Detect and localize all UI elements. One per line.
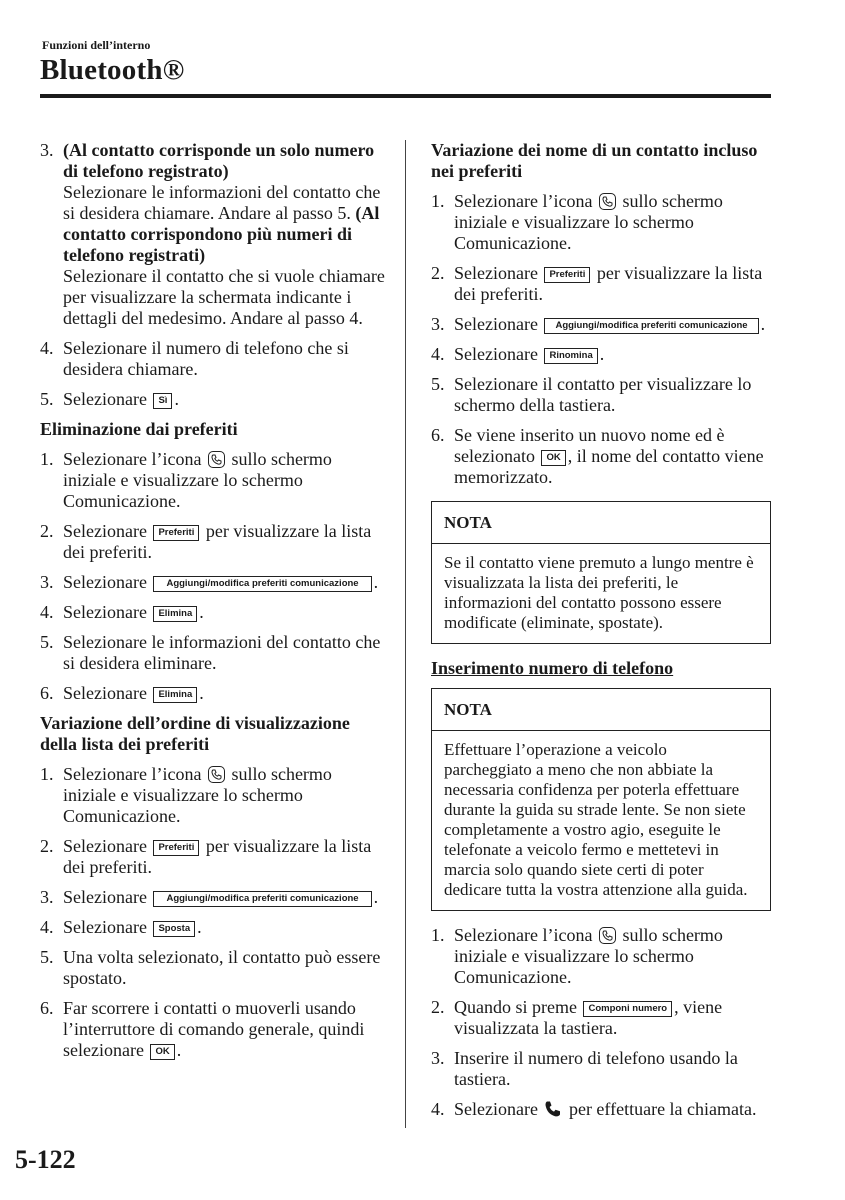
elim-step-6: 6. Selezionare Elimina .: [40, 683, 204, 703]
aggiungi-modifica-button: Aggiungi/modifica preferiti comunicazione: [153, 576, 371, 592]
rename-step-4: 4. Selezionare Rinomina .: [431, 344, 605, 364]
communication-icon: [208, 766, 225, 783]
phone-icon: [544, 1100, 562, 1118]
preferiti-button: Preferiti: [153, 840, 199, 856]
page-title: Bluetooth®: [40, 54, 185, 86]
step-text-bold: (Al contatto corrispondono più numeri di telefono registrati): [63, 203, 380, 265]
insert-step-2: 2. Quando si preme Componi numero , viene visualizzata la tastiera.: [431, 997, 723, 1038]
communication-icon: [599, 193, 616, 210]
aggiungi-modifica-button: Aggiungi/modifica preferiti comunicazione: [153, 891, 371, 907]
order-step-3: 3. Selezionare Aggiungi/modifica preferiti comunicazione .: [40, 887, 379, 907]
rename-step-5: 5. Selezionare il contatto per visualizzare lo schermo della tastiera.: [431, 374, 752, 415]
section-label: Funzioni dell’interno: [42, 38, 151, 52]
heading-inserimento: Inserimento numero di telefono: [431, 658, 674, 678]
order-step-5: 5. Una volta selezionato, il contatto può essere spostato.: [40, 947, 381, 988]
page-number: 5-122: [15, 1145, 76, 1174]
order-step-6: 6. Far scorrere i contatti o muoverli usando l’interruttore di comando generale, quindi selezionare OK .: [40, 998, 365, 1060]
elim-step-2: 2. Selezionare Preferiti per visualizzare la lista dei preferiti.: [40, 521, 372, 562]
right-column: [431, 140, 771, 1129]
insert-step-4: 4. Selezionare per effettuare la chiamata.: [431, 1099, 757, 1119]
step-4-call: 4. Selezionare il numero di telefono che si desidera chiamare.: [40, 338, 349, 379]
rename-step-2: 2. Selezionare Preferiti per visualizzare la lista dei preferiti.: [431, 263, 763, 304]
elim-step-4: 4. Selezionare Elimina .: [40, 602, 204, 622]
note-title: NOTA: [432, 502, 770, 544]
rename-step-3: 3. Selezionare Aggiungi/modifica preferiti comunicazione .: [431, 314, 766, 334]
aggiungi-modifica-button: Aggiungi/modifica preferiti comunicazione: [544, 318, 758, 334]
order-step-1: 1. Selezionare l’icona sullo schermo iniziale e visualizzare lo schermo Comunicazione.: [40, 764, 332, 826]
heading-rinomina: Variazione dei nome di un contatto incluso nei preferiti: [431, 140, 758, 181]
step-text: Selezionare le informazioni del contatto che si desidera chiamare. Andare al passo 5.: [63, 182, 381, 223]
step-3-call: [40, 140, 385, 329]
elim-step-5: 5. Selezionare le informazioni del contatto che si desidera eliminare.: [40, 632, 381, 673]
insert-step-1: 1. Selezionare l’icona sullo schermo iniziale e visualizzare lo schermo Comunicazione.: [431, 925, 723, 987]
elimina-button: Elimina: [153, 687, 197, 703]
rinomina-button: Rinomina: [544, 348, 597, 364]
si-button: Sì: [153, 393, 172, 409]
insert-step-3: 3. Inserire il numero di telefono usando la tastiera.: [431, 1048, 738, 1089]
note-title: NOTA: [432, 689, 770, 731]
heading-eliminazione: Eliminazione dai preferiti: [40, 419, 238, 439]
rename-step-6: 6. Se viene inserito un nuovo nome ed è selezionato OK , il nome del contatto viene memorizzato.: [431, 425, 764, 487]
note-box-safety: [431, 688, 771, 911]
order-step-2: 2. Selezionare Preferiti per visualizzare la lista dei preferiti.: [40, 836, 372, 877]
communication-icon: [208, 451, 225, 468]
ok-button: OK: [150, 1044, 174, 1060]
step-text: Selezionare il numero di telefono che si desidera chiamare.: [63, 338, 349, 379]
step-text-bold: (Al contatto corrisponde un solo numero di telefono registrato): [63, 140, 375, 181]
componi-numero-button: Componi numero: [583, 1001, 672, 1017]
heading-ordine: Variazione dell’ordine di visualizzazione della lista dei preferiti: [40, 713, 350, 754]
elimina-button: Elimina: [153, 606, 197, 622]
title-rule: [40, 94, 771, 98]
note-box-favorites: [431, 501, 771, 644]
preferiti-button: Preferiti: [544, 267, 590, 283]
note-body: Se il contatto viene premuto a lungo mentre è visualizzata la lista dei preferiti, le informazioni del contatto possono essere modificate (eliminate, spostate).: [444, 553, 754, 632]
communication-icon: [599, 927, 616, 944]
step-number: 3.: [40, 140, 54, 160]
left-column: [40, 140, 385, 1070]
step-5-call: 5. Selezionare Sì .: [40, 389, 179, 409]
elim-step-1: 1. Selezionare l’icona sullo schermo iniziale e visualizzare lo schermo Comunicazione.: [40, 449, 332, 511]
column-divider: [405, 140, 406, 1128]
ok-button: OK: [541, 450, 565, 466]
rename-step-1: 1. Selezionare l’icona sullo schermo iniziale e visualizzare lo schermo Comunicazione.: [431, 191, 723, 253]
note-body: Effettuare l’operazione a veicolo parcheggiato a meno che non abbiate la necessaria confidenza per poterla effettuare durante la guida su strade lente. Se non siete completamente a vostro agio, eseguite le telefonate a veicolo fermo e mettetevi in marcia solo quando siete certi di poter dedicare tutta la vostra attenzione alla guida.: [444, 740, 748, 899]
sposta-button: Sposta: [153, 921, 195, 937]
step-text: Selezionare il contatto che si vuole chiamare per visualizzare la schermata indicante i dettagli del medesimo. Andare al passo 4.: [63, 266, 385, 328]
preferiti-button: Preferiti: [153, 525, 199, 541]
order-step-4: 4. Selezionare Sposta .: [40, 917, 202, 937]
elim-step-3: 3. Selezionare Aggiungi/modifica preferiti comunicazione .: [40, 572, 379, 592]
